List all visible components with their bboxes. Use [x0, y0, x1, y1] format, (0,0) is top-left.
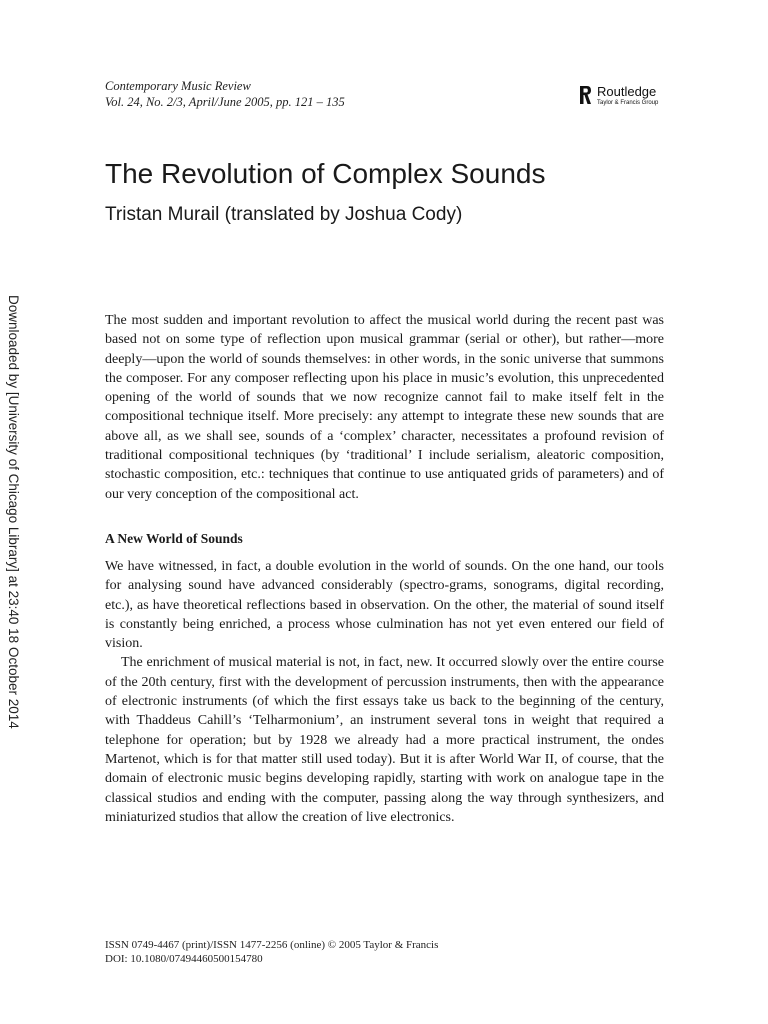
- journal-issue: Vol. 24, No. 2/3, April/June 2005, pp. 121 – 135: [105, 95, 345, 109]
- download-notice-text: Downloaded by [University of Chicago Library] at 23:40 18 October 2014: [6, 295, 21, 729]
- body-paragraph-2: The enrichment of musical material is not, in fact, new. It occurred slowly over the entire course of the 20th century, first with the development of percussion instruments, then with the appearance of electronic instruments (of which the first essays take us back to the beginning of the century, with Thaddeus Cahill’s ‘Telharmonium’, an instrument several tons in weight that required a telephone for operation; but by 1928 we already had a more practical instrument, the ondes Martenot, which is for that matter still used today). But it is after World War II, of course, that the domain of electronic music begins developing rapidly, starting with work on analogue tape in the classical studios and ending with the computer, passing along the way through synthesizers, and miniaturized studios that allow the creation of live electronics.: [105, 655, 664, 825]
- article-author: Tristan Murail (translated by Joshua Cody): [105, 204, 463, 225]
- intro-paragraph: The most sudden and important revolution to affect the musical world during the recent past was based not on some type of reflection upon musical grammar (serial or other), but rather—more deeply—upon the world of sounds themselves: in other words, in the sonic universe that summons the composer. For any composer reflecting upon his place in music’s evolution, this unprecedented opening of the world of sounds that we now recognize cannot fail to make itself felt in the compositional technique itself. More precisely: any attempt to integrate these new sounds that are above all, as we shall see, sounds of a ‘complex’ character, necessitates a profound revision of traditional compositional techniques (by ‘traditional’ I include serialism, aleatoric composition, stochastic composition, etc.: techniques that continue to use antiquated grids of parameters) and of our very conception of the compositional act.: [105, 313, 664, 502]
- article-title: The Revolution of Complex Sounds: [105, 158, 546, 189]
- doi-line: DOI: 10.1080/07494460500154780: [105, 953, 263, 965]
- journal-name: Contemporary Music Review: [105, 79, 251, 93]
- section-heading: A New World of Sounds: [105, 530, 243, 546]
- issn-line: ISSN 0749-4467 (print)/ISSN 1477-2256 (online) © 2005 Taylor & Francis: [105, 939, 439, 951]
- download-notice: [3, 295, 23, 735]
- publisher-group: Taylor & Francis Group: [597, 100, 659, 106]
- article-body: [105, 311, 664, 827]
- page-footer: [105, 938, 438, 966]
- routledge-logo-icon: [578, 84, 592, 106]
- journal-citation: [105, 78, 345, 110]
- body-paragraph-1: We have witnessed, in fact, a double evolution in the world of sounds. On the one hand, our tools for analysing sound have advanced considerably (spectro-grams, sonograms, digital recording, etc.), as have theoretical reflections based in observation. On the other, the material of sound itself is constantly being enriched, a process whose culmination has not yet even entered our field of vision.: [105, 558, 664, 652]
- publisher-logo: [578, 84, 688, 110]
- publisher-name: Routledge: [597, 84, 657, 99]
